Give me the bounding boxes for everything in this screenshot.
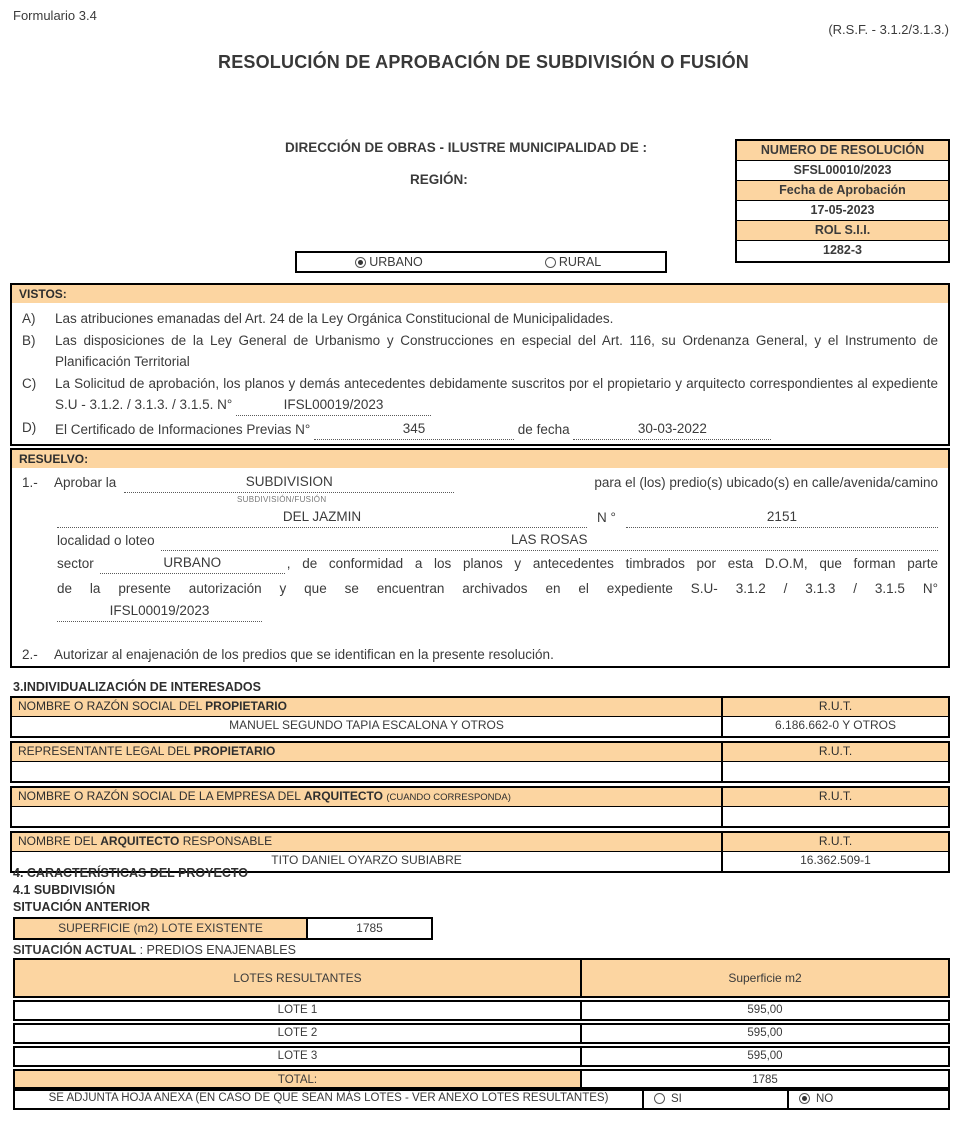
vistos-header-bar: VISTOS: (12, 285, 948, 303)
total-label: TOTAL: (15, 1071, 582, 1089)
item-letter: B) (22, 332, 36, 348)
region-label: REGIÓN: (410, 172, 468, 187)
resuelvo-line-6: de la presente autorización y que se encuentran archivados en el expediente S.U- 3.1.2 / 3.1.3 / 3.1.5 N° (57, 581, 938, 596)
no-radio-icon[interactable] (799, 1093, 810, 1104)
superficie-existente-value[interactable]: 1785 (356, 921, 383, 935)
lote-superficie-value[interactable]: 595,00 (747, 1027, 783, 1039)
vistos-section (10, 283, 950, 446)
si-radio-icon[interactable] (654, 1093, 665, 1104)
empresa-arquitecto-table (10, 786, 950, 828)
subdivision-fusion-field[interactable]: SUBDIVISION (124, 472, 454, 493)
lote-superficie-value[interactable]: 595,00 (747, 1050, 783, 1062)
direccion-obras-label: DIRECCIÓN DE OBRAS - ILUSTRE MUNICIPALIDAD DE : (285, 140, 648, 155)
representante-label: REPRESENTANTE LEGAL DEL PROPIETARIO (12, 743, 723, 762)
total-value: 1785 (752, 1074, 778, 1086)
localidad-field[interactable]: LAS ROSAS (161, 530, 938, 551)
resuelvo-line-street (57, 507, 938, 528)
lotes-header-row (13, 958, 950, 998)
rural-option[interactable] (481, 253, 665, 271)
rol-sii-label: ROL S.I.I. (737, 221, 948, 241)
superficie-existente-label: SUPERFICIE (m2) LOTE EXISTENTE (15, 919, 308, 938)
rut-label: R.U.T. (723, 833, 948, 852)
resolution-info-box (735, 139, 950, 263)
arquitecto-label: NOMBRE DEL ARQUITECTO RESPONSABLE (12, 833, 723, 852)
item-text: de fecha (517, 421, 570, 437)
line-text: Autorizar al enajenación de los predios que se identifican en la presente resolución. (54, 647, 554, 662)
resuelvo-line-1 (22, 472, 938, 493)
table-row (13, 1023, 950, 1044)
item-number: 2.- (22, 647, 38, 662)
rut-label: R.U.T. (723, 788, 948, 807)
rut-label: R.U.T. (723, 743, 948, 762)
annex-si-option[interactable] (644, 1089, 789, 1108)
situacion-anterior-label: SITUACIÓN ANTERIOR (13, 900, 151, 914)
lote-label: LOTE 3 (15, 1048, 582, 1065)
vistos-item-a (22, 308, 938, 330)
item-number: 1.- (22, 475, 38, 490)
empresa-arquitecto-label: NOMBRE O RAZÓN SOCIAL DE LA EMPRESA DEL ARQUITECTO (CUANDO CORRESPONDA) (12, 788, 723, 807)
urbano-label: URBANO (369, 255, 423, 269)
line-text: , de conformidad a los planos y antecedentes timbrados por esta D.O.M, que forman parte (286, 556, 938, 571)
lotes-col-header: LOTES RESULTANTES (15, 960, 582, 996)
annex-row (13, 1087, 950, 1110)
section4-title: 4. CARACTERÍSTICAS DEL PROYECTO (13, 866, 248, 880)
form-code: Formulario 3.4 (13, 8, 97, 23)
section3-tables (10, 696, 950, 876)
superficie-col-header: Superficie m2 (582, 960, 948, 996)
propietario-value[interactable]: MANUEL SEGUNDO TAPIA ESCALONA Y OTROS (12, 717, 723, 736)
item-text: La Solicitud de aprobación, los planos y demás antecedentes debidamente suscritos por el propietario y arquitecto correspondientes al expediente S.U - 3.1.2. / 3.1.3. / 3.1.5. N° (55, 375, 938, 412)
item-letter: C) (22, 375, 37, 391)
line-text: para el (los) predio(s) ubicado(s) en calle/avenida/camino (594, 475, 938, 490)
fecha-aprobacion-label: Fecha de Aprobación (737, 181, 948, 201)
section3-title: 3.INDIVIDUALIZACIÓN DE INTERESADOS (13, 680, 261, 694)
resuelvo-line-expediente (57, 601, 938, 622)
empresa-arquitecto-value[interactable] (12, 807, 723, 826)
lote-label: LOTE 1 (15, 1002, 582, 1019)
item-text: El Certificado de Informaciones Previas N° (55, 421, 311, 437)
no-label: NO (816, 1092, 834, 1105)
rut-label: R.U.T. (723, 698, 948, 717)
table-row (13, 1046, 950, 1067)
resuelvo-line-localidad (57, 530, 938, 551)
subdivision-fusion-caption: SUBDIVISIÓN/FUSIÓN (237, 495, 327, 504)
calle-field[interactable]: DEL JAZMIN (57, 507, 587, 528)
sector-label: sector (57, 556, 94, 571)
expediente-field[interactable]: IFSL00019/2023 (236, 395, 431, 416)
vistos-item-c (22, 373, 938, 416)
zone-selector (295, 251, 667, 273)
numero-resolucion-value[interactable]: SFSL00010/2023 (737, 161, 948, 181)
section4-subtitle: 4.1 SUBDIVISIÓN (13, 883, 116, 897)
item-letter: A) (22, 311, 36, 326)
resuelvo-item-2 (22, 644, 938, 665)
si-label: SI (671, 1092, 682, 1105)
situacion-actual-label: SITUACIÓN ACTUAL : PREDIOS ENAJENABLES (13, 943, 296, 957)
item-letter: D) (22, 419, 37, 435)
resuelvo-header-bar: RESUELVO: (12, 450, 948, 468)
rsf-reference: (R.S.F. - 3.1.2/3.1.3.) (828, 22, 949, 37)
resuelvo-line-sector (57, 553, 938, 574)
arquitecto-value[interactable]: TITO DANIEL OYARZO SUBIABRE (12, 852, 723, 871)
urbano-radio-icon[interactable] (355, 257, 366, 268)
empresa-arquitecto-rut-value[interactable] (723, 807, 948, 826)
propietario-rut-value[interactable]: 6.186.662-0 Y OTROS (723, 717, 948, 736)
localidad-label: localidad o loteo (57, 533, 155, 548)
arquitecto-rut-value[interactable]: 16.362.509-1 (723, 852, 948, 871)
numero-resolucion-label: NUMERO DE RESOLUCIÓN (737, 141, 948, 161)
item-text: Las atribuciones emanadas del Art. 24 de la Ley Orgánica Constitucional de Municipalidades. (55, 311, 614, 326)
expediente-field-2[interactable]: IFSL00019/2023 (57, 601, 262, 622)
certificado-numero-field[interactable]: 345 (314, 419, 514, 440)
propietario-label: NOMBRE O RAZÓN SOCIAL DEL PROPIETARIO (12, 698, 723, 717)
rural-label: RURAL (558, 255, 602, 269)
rol-sii-value[interactable]: 1282-3 (737, 241, 948, 261)
line-text: Aprobar la (54, 475, 117, 490)
lotes-resultantes-table (13, 958, 950, 1093)
vistos-item-b (22, 330, 938, 373)
item-text: Las disposiciones de la Ley General de Urbanismo y Construcciones en especial del Art. 116, su Ordenanza General, y el Instrumento de Planificación Territorial (55, 332, 938, 369)
annex-no-option[interactable] (789, 1089, 948, 1108)
representante-value[interactable] (12, 762, 723, 781)
propietario-table (10, 696, 950, 738)
lote-label: LOTE 2 (15, 1025, 582, 1042)
urbano-option[interactable] (297, 253, 481, 271)
page-title: RESOLUCIÓN DE APROBACIÓN DE SUBDIVISIÓN O FUSIÓN (218, 52, 749, 72)
superficie-existente-table (13, 917, 433, 940)
numero-field[interactable]: 2151 (626, 507, 938, 528)
representante-rut-value[interactable] (723, 762, 948, 781)
table-row (13, 1000, 950, 1021)
annex-question-label: SE ADJUNTA HOJA ANEXA (EN CASO DE QUE SEAN MÁS LOTES - VER ANEXO LOTES RESULTANTES) (15, 1089, 644, 1108)
certificado-fecha-field[interactable]: 30-03-2022 (573, 419, 771, 440)
resuelvo-section (10, 448, 950, 668)
numero-label: N ° (597, 510, 616, 525)
sector-field[interactable]: URBANO (100, 553, 285, 574)
fecha-aprobacion-value[interactable]: 17-05-2023 (737, 201, 948, 221)
vistos-item-d (22, 419, 938, 441)
representante-table (10, 741, 950, 783)
rural-radio-icon[interactable] (545, 257, 556, 268)
lote-superficie-value[interactable]: 595,00 (747, 1004, 783, 1016)
